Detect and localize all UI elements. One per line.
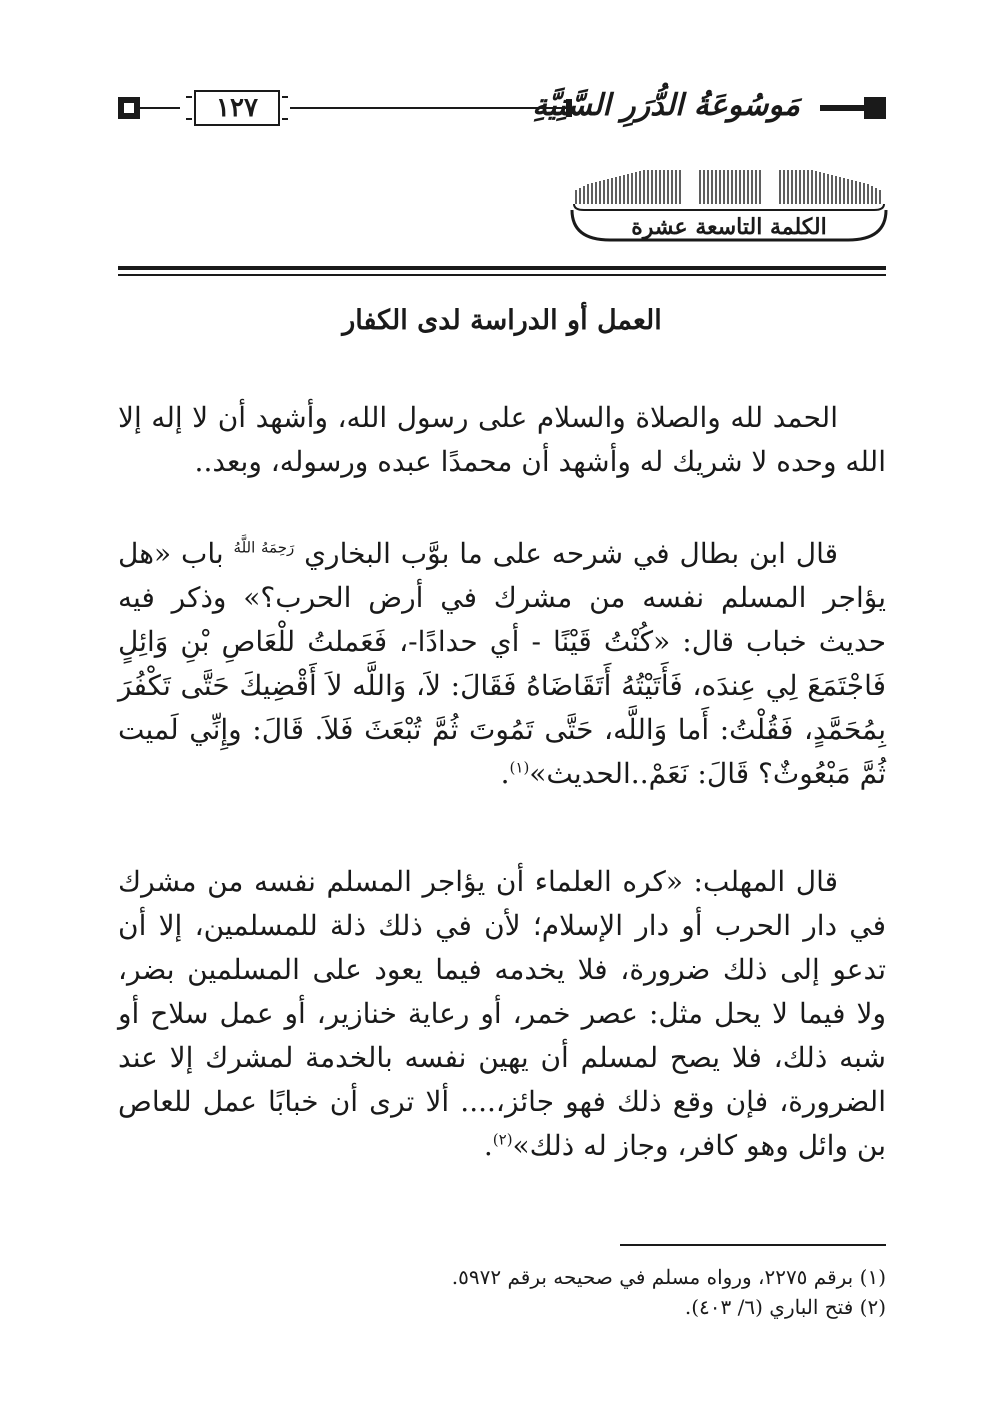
- footnote-ref-1[interactable]: (١): [509, 758, 530, 777]
- paragraph-hadith: [118, 532, 886, 796]
- footnote-ref-2[interactable]: (٢): [492, 1130, 513, 1149]
- page-number: ١٢٧: [216, 93, 258, 123]
- footnote-1: [118, 1262, 886, 1292]
- header-left-rule: [140, 107, 180, 109]
- footnote-2-number: (٢): [859, 1295, 886, 1319]
- section-divider-thick: [118, 266, 886, 270]
- chapter-label: الكلمة التاسعة عشرة: [631, 214, 827, 240]
- header-middle-rule: [290, 107, 572, 109]
- series-title: مَوسُوعَةُ الدُّرَرِ السَّنِيَّةِ: [532, 88, 800, 123]
- honorific-glyph: رَحِمَهُ اللَّهُ: [233, 538, 295, 557]
- chapter-banner: [570, 170, 888, 242]
- paragraph-muhallab-end: .: [483, 1129, 493, 1162]
- paragraph-opening-text: الحمد لله والصلاة والسلام على رسول الله، وأشهد أن لا إله إلا الله وحده لا شريك له وأشهد أن محمدًا عبده ورسوله، وبعد..: [118, 401, 886, 478]
- footnote-1-text: برقم ٢٢٧٥، ورواه مسلم في صحيحه برقم ٥٩٧٢.: [451, 1265, 854, 1289]
- footnotes: [118, 1262, 886, 1322]
- paragraph-hadith-body: باب «هل يؤاجر المسلم نفسه من مشرك في أرض الحرب؟» وذكر فيه حديث خباب قال: «كُنْتُ قَيْنًا - أي حدادًا-، فَعَملتُ للْعَاصِ بْنِ وَائِلٍ فَاجْتَمَعَ لِي عِندَه، فَأَتَيْتُهُ أَتَقَاضَاهُ فَقَالَ: لاَ، وَاللَّه لاَ أَقْضِيكَ حَتَّى تَكْفُرَ بِمُحَمَّدٍ، فَقُلْتُ: أَما وَاللَّه، حَتَّى تَمُوتَ ثُمَّ تُبْعَثَ فَلاَ. قَالَ: وإِنِّي لَميت ثُمَّ مَبْعُوثٌ؟ قَالَ: نَعَمْ..الحديث»: [118, 537, 886, 790]
- footnote-2: [118, 1292, 886, 1322]
- paragraph-hadith-end: .: [500, 757, 510, 790]
- footnote-2-text: فتح الباري (٦/ ٤٠٣).: [684, 1295, 854, 1319]
- header-right-square-ornament: [864, 97, 886, 119]
- section-divider-thin: [118, 274, 886, 276]
- header-left-square-ornament: [118, 97, 140, 119]
- article-title: العمل أو الدراسة لدى الكفار: [342, 305, 662, 336]
- footnote-1-number: (١): [859, 1265, 886, 1289]
- paragraph-hadith-intro: قال ابن بطال في شرحه على ما بوَّب البخاري: [304, 537, 839, 570]
- page-number-box: [194, 90, 280, 126]
- paragraph-muhallab-body: قال المهلب: «كره العلماء أن يؤاجر المسلم نفسه من مشرك في دار الحرب أو دار الإسلام؛ لأن في ذلك ذلة للمسلمين، إلا أن تدعو إلى ذلك ضرورة، فلا يخدمه فيما يعود على المسلمين بضر، ولا فيما لا يحل مثل: عصر خمر، أو رعاية خنازير، أو عمل سلاح أو شبه ذلك، فلا يصح لمسلم أن يهين نفسه بالخدمة لمشرك إلا عند الضرورة، فإن وقع ذلك فهو جائز،.... ألا ترى أن خبابًا عمل للعاص بن وائل وهو كافر، وجاز له ذلك»: [118, 865, 886, 1162]
- paragraph-muhallab: [118, 860, 886, 1168]
- footnote-separator: [620, 1244, 886, 1246]
- paragraph-opening: [118, 396, 886, 484]
- header-right-rule: [820, 105, 868, 111]
